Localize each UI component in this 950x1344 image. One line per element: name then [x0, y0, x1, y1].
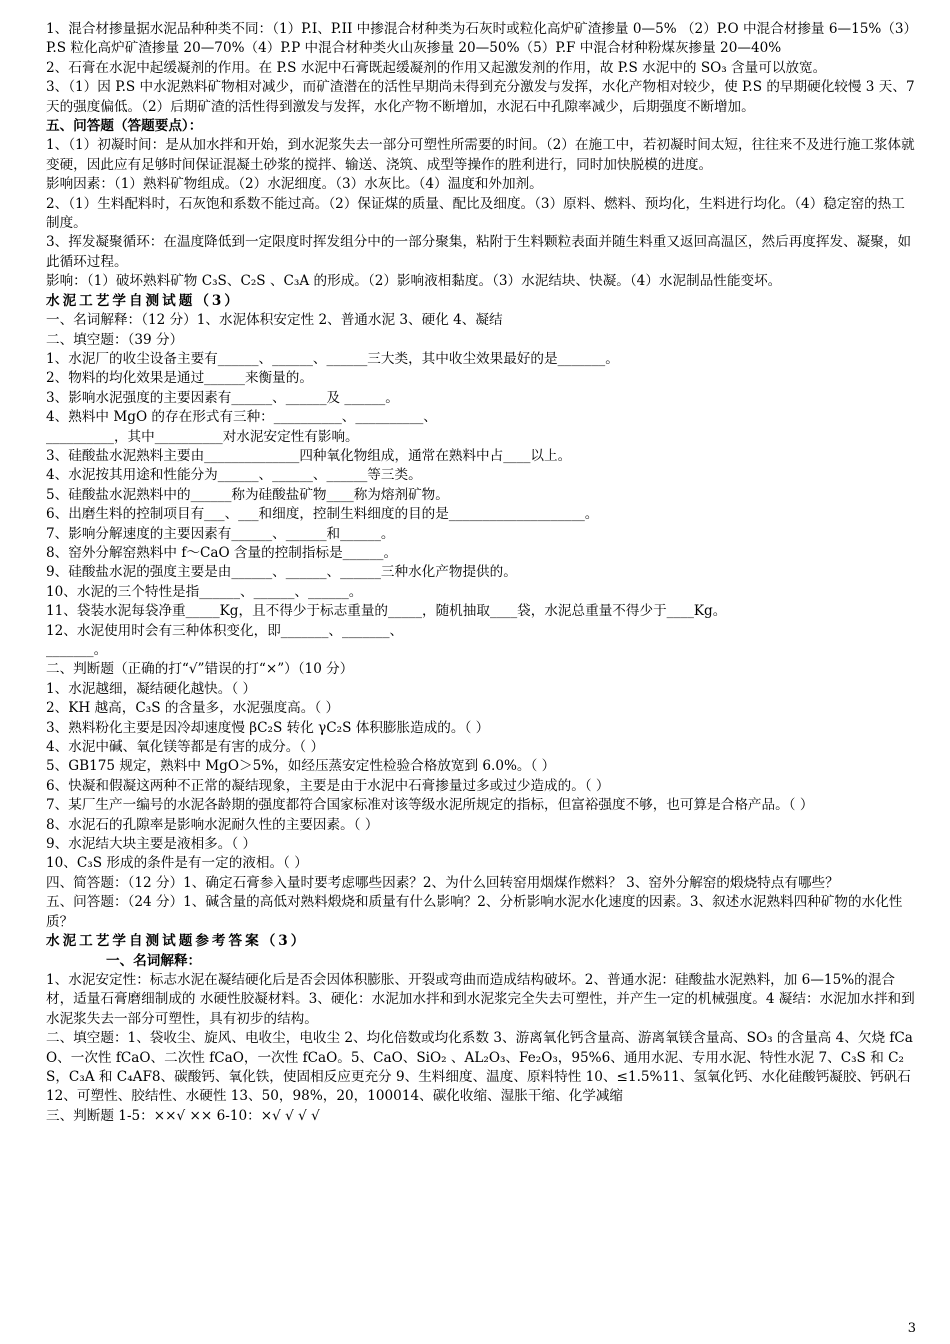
paragraph: 9、水泥结大块主要是液相多。（ ） [46, 836, 257, 853]
paragraph: 2、物料的均化效果是通过______来衡量的。 [46, 370, 313, 387]
paragraph: 影响：（1）破坏熟料矿物 C₃S、C₂S 、C₃A 的形成。（2）影响液相黏度。（3）水泥结块、快凝。（4）水泥制品性能变坏。 [46, 273, 782, 290]
section-heading: 一、名词解释： [106, 952, 202, 969]
paragraph: __________，其中__________对水泥安定性有影响。 [46, 428, 359, 445]
paragraph: 3、挥发凝聚循环：在温度降低到一定限度时挥发组分中的一部分聚集，粘附于生料颗粒表面并随生料重又返回高温区，然后再度挥发、凝聚，如此循环过程。 [46, 234, 912, 270]
section-title: 水泥工艺学自测试题（3） [46, 292, 241, 309]
paragraph: 3、影响水泥强度的主要因素有______、______及 ______。 [46, 389, 399, 406]
paragraph: 5、硅酸盐水泥熟料中的______称为硅酸盐矿物____称为熔剂矿物。 [46, 486, 449, 503]
paragraph: 7、影响分解速度的主要因素有______、______和______。 [46, 525, 395, 542]
paragraph: 3、熟料粉化主要是因冷却速度慢 βC₂S 转化 γC₂S 体积膨胀造成的。（ ） [46, 719, 490, 736]
paragraph: 11、袋装水泥每袋净重_____Kg，且不得少于标志重量的_____，随机抽取____袋，水泥总重量不得少于____Kg。 [46, 603, 727, 620]
paragraph: 8、窑外分解窑熟料中 f～CaO 含量的控制指标是______。 [46, 544, 398, 561]
paragraph: 四、简答题：（12 分）1、确定石膏参入量时要考虑哪些因素？2、为什么回转窑用烟煤作燃料？ 3、窑外分解窑的煅烧特点有哪些？ [46, 874, 839, 891]
paragraph: 3、硅酸盐水泥熟料主要由______________四种氧化物组成，通常在熟料中占____以上。 [46, 447, 572, 464]
paragraph: 三、判断题 1-5：××√ ×× 6-10：×√ √ √ √ [46, 1107, 320, 1124]
paragraph: 5、GB175 规定，熟料中 MgO＞5%，如经压蒸安定性检验合格放宽到 6.0%。（ ） [46, 758, 556, 775]
paragraph: 五、问答题：（24 分）1、碱含量的高低对熟料煅烧和质量有什么影响？2、分析影响水泥水化速度的因素。3、叙述水泥熟料四种矿物的水化性质？ [46, 894, 903, 930]
paragraph: 6、出磨生料的控制项目有___、___和细度，控制生料细度的目的是____________________。 [46, 506, 599, 523]
paragraph: 2、KH 越高，C₃S 的含量多，水泥强度高。（ ） [46, 700, 340, 717]
paragraph: 影响因素：（1）熟料矿物组成。（2）水泥细度。（3）水灰比。（4）温度和外加剂。 [46, 176, 543, 193]
page-number: 3 [907, 1321, 916, 1336]
paragraph: 一、名词解释：（12 分）1、水泥体积安定性 2、普通水泥 3、硬化 4、凝结 [46, 312, 503, 329]
paragraph: 6、快凝和假凝这两种不正常的凝结现象，主要是由于水泥中石膏掺量过多或过少造成的。（ ） [46, 777, 610, 794]
paragraph: 1、（1）初凝时间：是从加水拌和开始，到水泥浆失去一部分可塑性所需要的时间。（2）在施工中，若初凝时间太短，往往来不及进行施工浆体就变硬，因此应有足够时间保证混凝土砂浆的搅拌、输送、浇筑、成型等操作的胜利进行，同时加快脱模的进度。 [46, 137, 915, 173]
paragraph: 7、某厂生产一编号的水泥各龄期的强度都符合国家标准对该等级水泥所规定的指标，但富裕强度不够，也可算是合格产品。（ ） [46, 797, 814, 814]
paragraph: 1、水泥越细，凝结硬化越快。（ ） [46, 680, 257, 697]
document-body [46, 20, 916, 1126]
paragraph: 4、水泥按其用途和性能分为______、______、______等三类。 [46, 467, 422, 484]
paragraph: 12、水泥使用时会有三种体积变化，即_______、_______、 [46, 622, 404, 639]
paragraph: 二、填空题：1、袋收尘、旋风、电收尘，电收尘 2、均化倍数或均化系数 3、游离氧化钙含量高、游离氧镁含量高、SO₃ 的含量高 4、欠烧 fCaO、一次性 fCaO、二次性 fCaO，一次性 fCaO。5、CaO、SiO₂ 、AL₂O₃、Fe₂O₃，95%6、通用水泥、专用水泥、特性水泥 7、C₃S 和 C₂S，C₃A 和 C₄AF8、碳酸钙、氧化铁，使固相反应更充分 9、生料细度、温度、原料特性 10、≤1.5%11、氢氧化钙、水化硅酸钙凝胶、钙矾石 12、可塑性、胶结性、水硬性 13、50，98%，20，100014、碳化收缩、湿胀干缩、化学减缩 [46, 1030, 913, 1105]
paragraph: 8、水泥石的孔隙率是影响水泥耐久性的主要因素。（ ） [46, 816, 379, 833]
paragraph: 3、（1）因 P.S 中水泥熟料矿物相对减少，而矿渣潜在的活性早期尚未得到充分激发与发挥，水化产物相对较少，使 P.S 的早期硬化较慢 3 天、7 天的强度偏低。（2）后期矿渣的活性得到激发与发挥，水化产物不断增加，水泥石中孔隙率减少，后期强度不断增加。 [46, 79, 915, 115]
section-heading: 五、问答题（答题要点）： [46, 118, 203, 135]
paragraph: 10、水泥的三个特性是指______、______、______。 [46, 583, 363, 600]
paragraph: 4、水泥中碱、氧化镁等都是有害的成分。（ ） [46, 739, 325, 756]
paragraph: 1、水泥安定性：标志水泥在凝结硬化后是否会因体积膨胀、开裂或弯曲而造成结构破坏。2、普通水泥：硅酸盐水泥熟料，加 6—15%的混合材，适量石膏磨细制成的 水硬性胶凝材料。3、硬化：水泥加水拌和到水泥浆完全失去可塑性，并产生一定的机械强度。4 凝结：水泥加水拌和到水泥浆失去一部分可塑性，具有初步的结构。 [46, 971, 915, 1027]
paragraph: 9、硅酸盐水泥的强度主要是由______、______、______三种水化产物提供的。 [46, 564, 517, 581]
paragraph: 二、判断题（正确的打“√”错误的打“×”）（10 分） [46, 661, 354, 678]
paragraph: 二、填空题：（39 分） [46, 331, 184, 348]
paragraph: 1、混合材掺量据水泥品种种类不同：（1）P.I、P.II 中掺混合材种类为石灰时或粒化高炉矿渣掺量 0—5% （2）P.O 中混合材掺量 6—15%（3）P.S 粒化高炉矿渣掺量 20—70%（4）P.P 中混合材种类火山灰掺量 20—50%（5）P.F 中混合材种粉煤灰掺量 20—40% [46, 21, 911, 57]
paragraph: 1、水泥厂的收尘设备主要有______、______、______三大类，其中收尘效果最好的是_______。 [46, 350, 619, 367]
paragraph: 4、熟料中 MgO 的存在形式有三种：__________、__________、 [46, 409, 437, 426]
paragraph: 2、石膏在水泥中起缓凝剂的作用。在 P.S 水泥中石膏既起缓凝剂的作用又起激发剂的作用，故 P.S 水泥中的 SO₃ 含量可以放宽。 [46, 59, 827, 76]
paragraph: 2、（1）生料配料时，石灰饱和系数不能过高。（2）保证煤的质量、配比及细度。（3）原料、燃料、预均化，生料进行均化。（4）稳定窑的热工制度。 [46, 195, 905, 232]
section-title: 水泥工艺学自测试题参考答案（3） [46, 933, 308, 950]
paragraph: 10、C₃S 形成的条件是有一定的液相。（ ） [46, 855, 308, 872]
paragraph: _______。 [46, 642, 108, 658]
